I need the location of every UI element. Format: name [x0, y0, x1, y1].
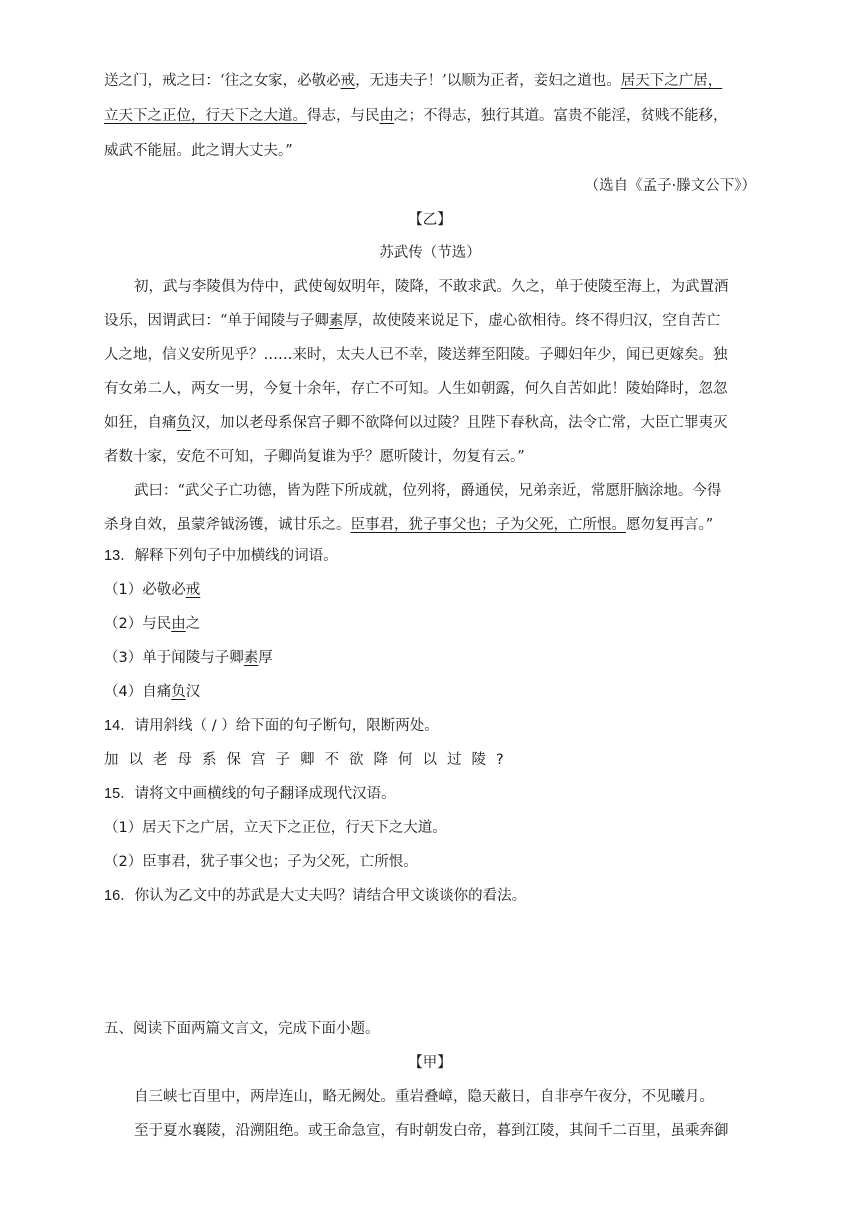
passage-yi-p1-line-5: 如狂，自痛负汉，加以老母系保宫子卿不欲降何以过陵？且陛下春秋高，法令亡常，大臣亡罪夷灭: [104, 415, 728, 431]
underlined-word: 素: [328, 313, 344, 329]
question-13-item-4: （4）自痛负汉: [104, 684, 201, 700]
passage-yi-p1-line-2: 设乐，因谓武曰：“单于闻陵与子卿素厚，故使陵来说足下，虚心欲相待。终不得归汉，空自苦亡: [104, 313, 721, 329]
underlined-word: 由: [379, 108, 394, 124]
section-5-line-1: 自三峡七百里中，两岸连山，略无阙处。重岩叠嶂，隐天蔽日，自非亭午夜分，不见曦月。: [134, 1089, 714, 1105]
passage-jia-line-3: 威武不能屈。此之谓大丈夫。”: [104, 143, 293, 159]
underlined-word: 负: [171, 684, 186, 700]
question-13-item-1: （1）必敬必戒: [104, 582, 201, 598]
underlined-word: 负: [176, 415, 191, 431]
question-16: 16．你认为乙文中的苏武是大丈夫吗？请结合甲文谈谈你的看法。: [104, 888, 527, 904]
question-13: 13．解释下列句子中加横线的词语。: [104, 548, 338, 564]
section-5-line-2: 至于夏水襄陵，沿溯阻绝。或王命急宣，有时朝发白帝，暮到江陵，其间千二百里，虽乘奔御: [134, 1123, 729, 1139]
underlined-word: 由: [171, 616, 186, 632]
question-14-sentence: 加以老母系保宫子卿不欲降何以过陵?: [104, 752, 514, 768]
passage-jia-line-1: 送之门，戒之曰：‘往之女家，必敬必戒，无违夫子！’以顺为正者，妾妇之道也。居天下之广居，: [104, 73, 723, 89]
underlined-sentence: 立天下之正位，行天下之大道。: [104, 108, 307, 124]
underlined-word: 素: [243, 650, 259, 666]
question-13-item-2: （2）与民由之: [104, 616, 201, 632]
passage-yi-heading: 【乙】: [408, 212, 452, 228]
underlined-sentence: 臣事君，犹子事父也；子为父死，亡所恨。: [350, 517, 626, 533]
passage-yi-p2-line-1: 武曰：“武父子亡功德，皆为陛下所成就，位列将，爵通侯，兄弟亲近，常愿肝脑涂地。今得: [134, 483, 722, 499]
underlined-sentence: 居天下之广居，: [620, 73, 723, 89]
passage-yi-p1-line-6: 者数十家，安危不可知，子卿尚复谁为乎？愿听陵计，勿复有云。”: [104, 449, 525, 465]
passage-jia-line-2: 立天下之正位，行天下之大道。得志，与民由之；不得志，独行其道。富贵不能淫，贫贱不能移，: [104, 108, 728, 124]
passage-yi-p1-line-4: 有女弟二人，两女一男，今复十余年，存亡不可知。人生如朝露，何久自苦如此！陵始降时，忽忽: [104, 381, 728, 397]
question-15-item-2: （2）臣事君，犹子事父也；子为父死，亡所恨。: [104, 854, 418, 870]
passage-source: （选自《孟子·滕文公下》）: [584, 178, 756, 194]
section-5-heading: 【甲】: [408, 1055, 452, 1071]
question-13-item-3: （3）单于闻陵与子卿素厚: [104, 650, 273, 666]
passage-yi-p2-line-2: 杀身自效，虽蒙斧钺汤镬，诚甘乐之。臣事君，犹子事父也；子为父死，亡所恨。愿勿复再言。”: [104, 517, 714, 533]
passage-yi-p1-line-3: 人之地，信义安所见乎？……来时，太夫人已不幸，陵送葬至阳陵。子卿妇年少，闻已更嫁矣。独: [104, 347, 728, 363]
question-14: 14．请用斜线（ / ）给下面的句子断句，限断两处。: [104, 718, 439, 734]
question-15-item-1: （1）居天下之广居，立天下之正位，行天下之大道。: [104, 820, 447, 836]
passage-yi-p1-line-1: 初，武与李陵俱为侍中，武使匈奴明年，陵降，不敢求武。久之，单于使陵至海上，为武置酒: [134, 279, 729, 295]
underlined-word: 戒: [185, 582, 201, 598]
section-5-title: 五、阅读下面两篇文言文，完成下面小题。: [104, 1021, 380, 1037]
underlined-word: 戒: [340, 73, 356, 89]
passage-yi-title: 苏武传（节选）: [379, 245, 481, 261]
question-15: 15．请将文中画横线的句子翻译成现代汉语。: [104, 786, 396, 802]
